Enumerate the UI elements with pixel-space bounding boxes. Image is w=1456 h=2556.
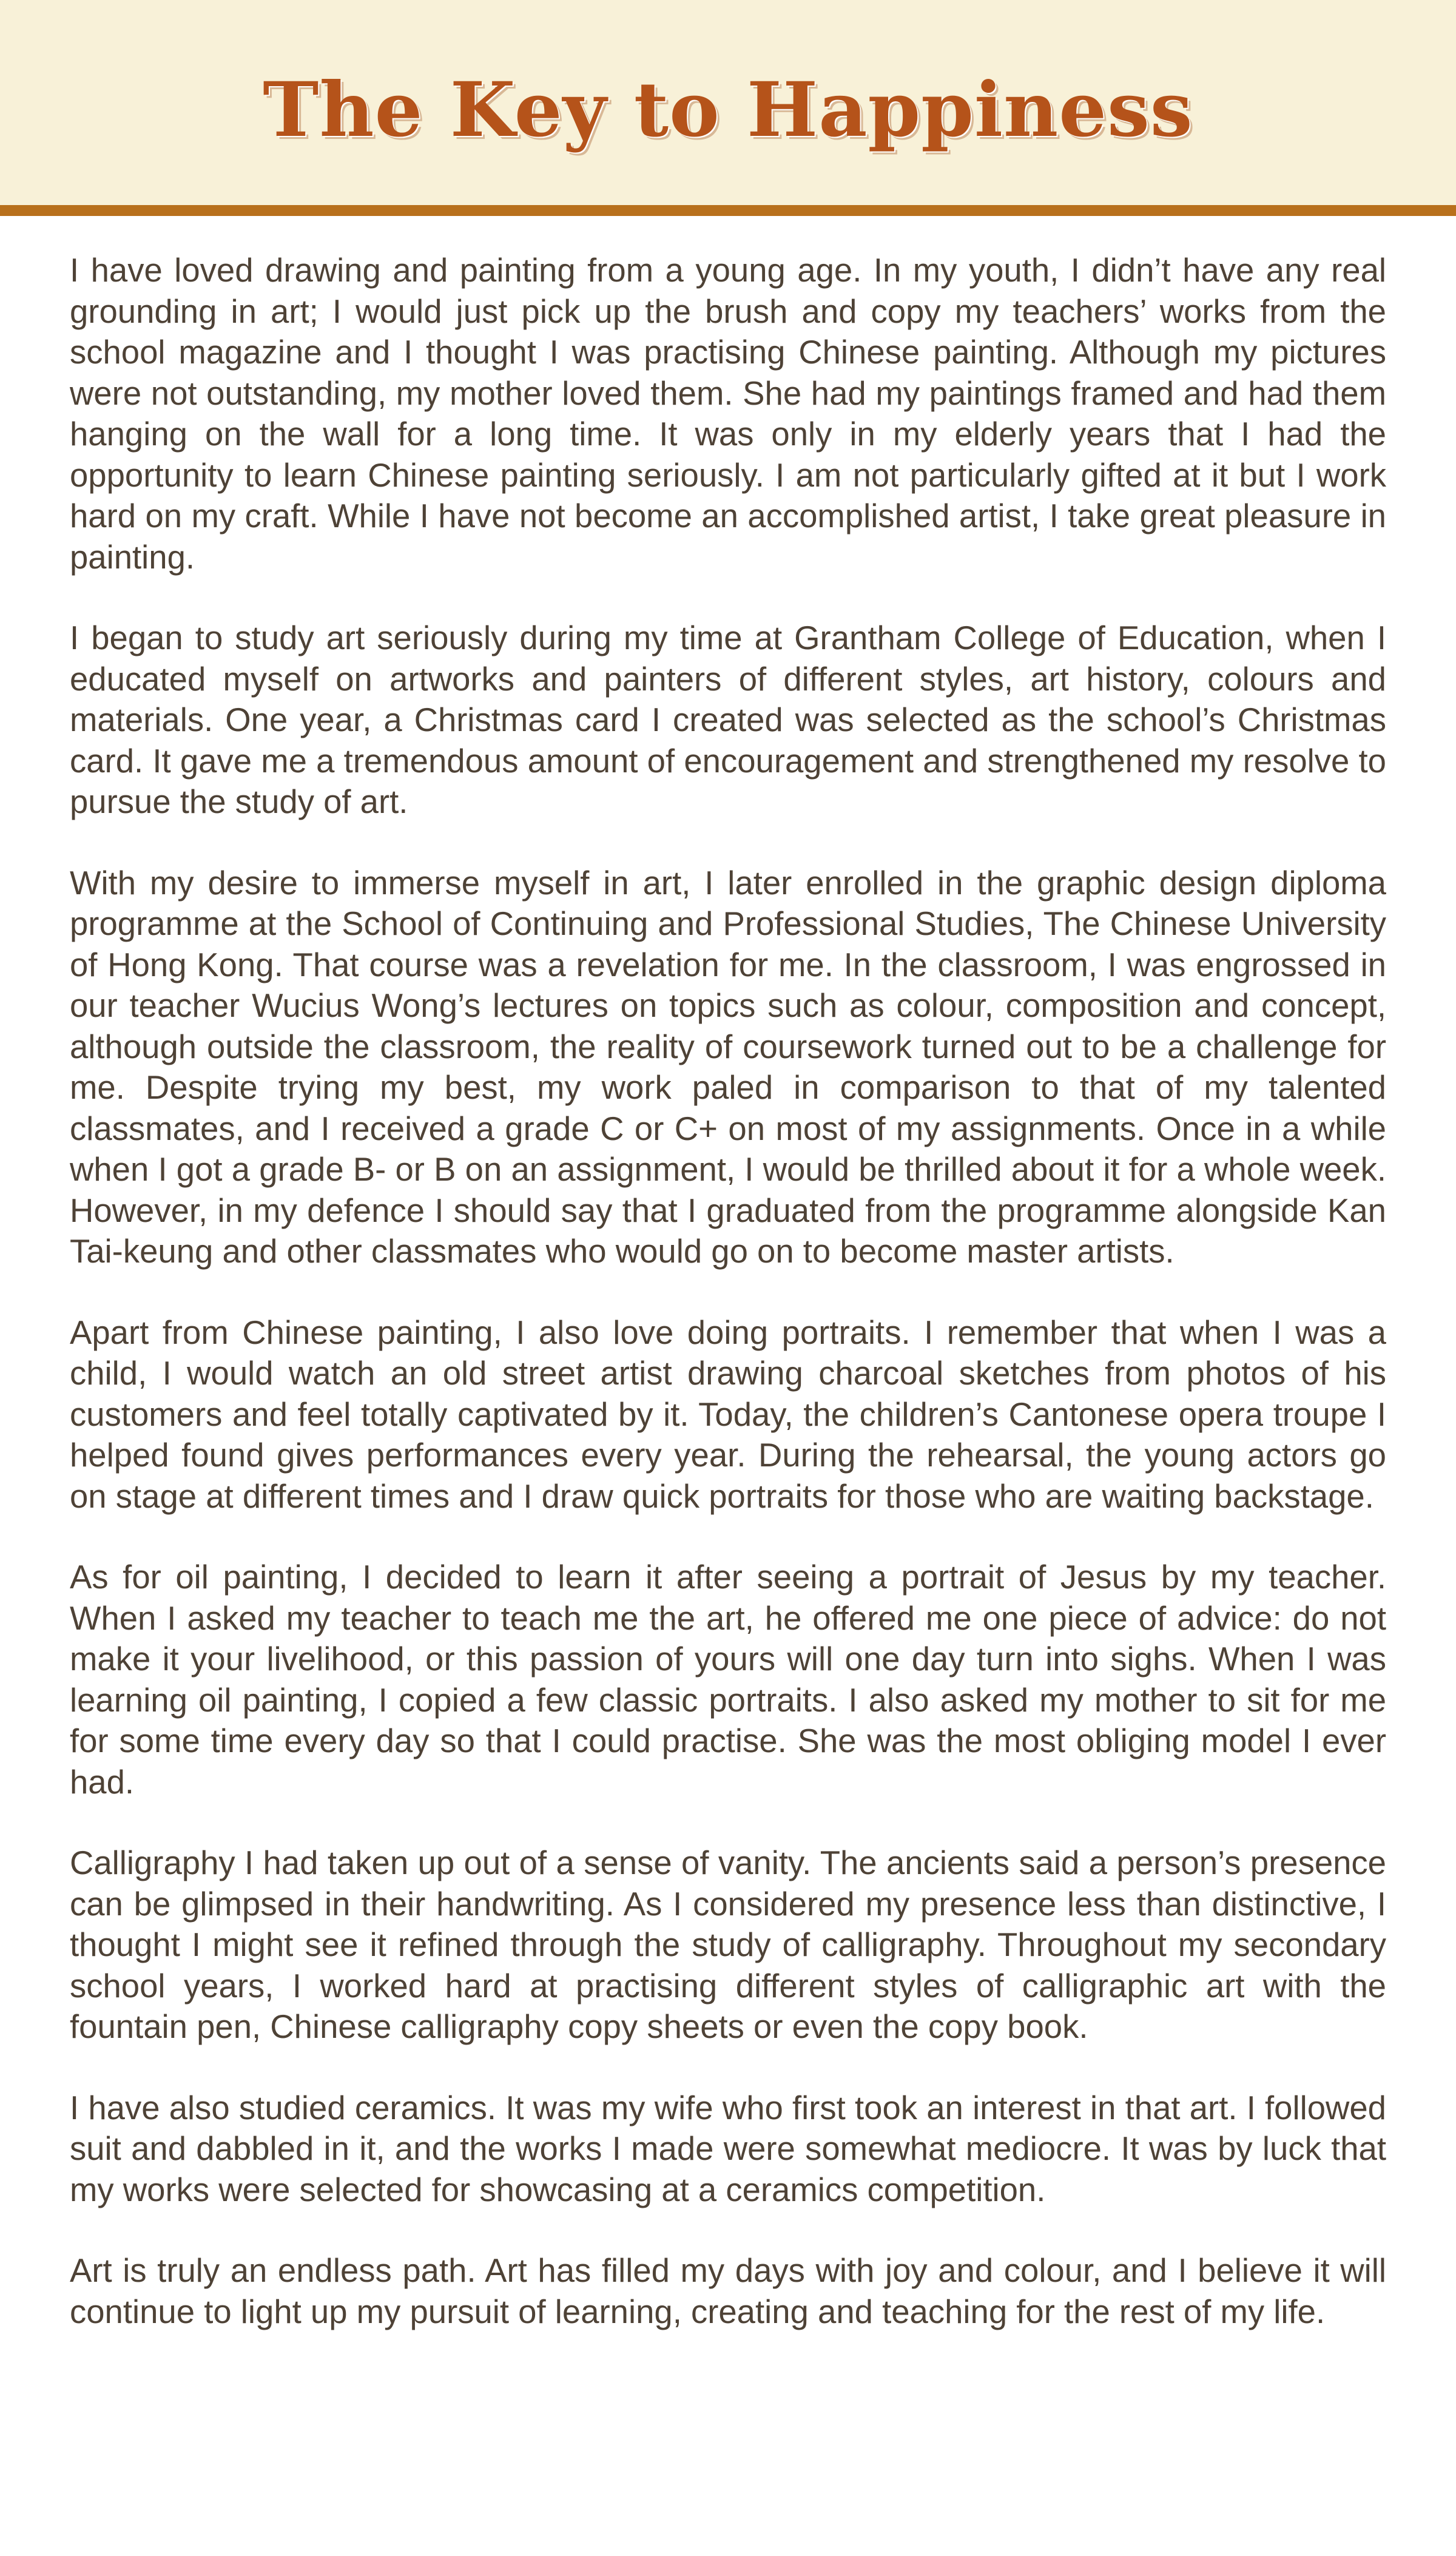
paragraph: As for oil painting, I decided to learn it after seeing a portrait of Jesus by my teacher. When I asked my teacher to teach me the art, he offered me one piece of advice: do not make it your livelihood, or this passion of yours will one day turn into sighs. When I was learning oil painting, I copied a few classic portraits. I also asked my mother to sit for me for some time every day so that I could practise. She was the most obliging model I ever had. bbox=[70, 1559, 1386, 1801]
page-title: The Key to Happiness bbox=[263, 66, 1193, 154]
paragraph: I began to study art seriously during my time at Grantham College of Education, when I educated myself on artworks and painters of different styles, art history, colours and materials. One year, a Christmas card I created was selected as the school’s Christmas card. It gave me a tremendous amount of encouragement and strengthened my resolve to pursue the study of art. bbox=[70, 619, 1386, 820]
paragraph: Calligraphy I had taken up out of a sense of vanity. The ancients said a person’s presence can be glimpsed in their handwriting. As I considered my presence less than distinctive, I thought I might see it refined through the study of calligraphy. Throughout my secondary school years, I worked hard at practising different styles of calligraphic art with the fountain pen, Chinese calligraphy copy sheets or even the copy book. bbox=[70, 1844, 1386, 2045]
page-header bbox=[0, 0, 1456, 216]
paragraph: Apart from Chinese painting, I also love doing portraits. I remember that when I was a child, I would watch an old street artist drawing charcoal sketches from photos of his customers and feel totally captivated by it. Today, the children’s Cantonese opera troupe I helped found gives performances every year. During the rehearsal, the young actors go on stage at different times and I draw quick portraits for those who are waiting backstage. bbox=[70, 1313, 1386, 1515]
paragraph: Art is truly an endless path. Art has filled my days with joy and colour, and I believe it will continue to light up my pursuit of learning, creating and teaching for the rest of my life. bbox=[70, 2252, 1386, 2330]
paragraph: With my desire to immerse myself in art, I later enrolled in the graphic design diploma programme at the School of Continuing and Professional Studies, The Chinese University of Hong Kong. That course was a revelation for me. In the classroom, I was engrossed in our teacher Wucius Wong’s lectures on topics such as colour, composition and concept, although outside the classroom, the reality of coursework turned out to be a challenge for me. Despite trying my best, my work paled in comparison to that of my talented classmates, and I received a grade C or C+ on most of my assignments. Once in a while when I got a grade B- or B on an assignment, I would be thrilled about it for a whole week. However, in my defence I should say that I graduated from the programme alongside Kan Tai-keung and other classmates who would go on to become master artists. bbox=[70, 864, 1386, 1270]
article-body bbox=[0, 216, 1456, 2332]
paragraph: I have loved drawing and painting from a young age. In my youth, I didn’t have any real grounding in art; I would just pick up the brush and copy my teachers’ works from the school magazine and I thought I was practising Chinese painting. Although my pictures were not outstanding, my mother loved them. She had my paintings framed and had them hanging on the wall for a long time. It was only in my elderly years that I had the opportunity to learn Chinese painting seriously. I am not particularly gifted at it but I work hard on my craft. While I have not become an accomplished artist, I take great pleasure in painting. bbox=[70, 252, 1386, 576]
paragraph: I have also studied ceramics. It was my wife who first took an interest in that art. I followed suit and dabbled in it, and the works I made were somewhat mediocre. It was by luck that my works were selected for showcasing at a ceramics competition. bbox=[70, 2089, 1386, 2208]
